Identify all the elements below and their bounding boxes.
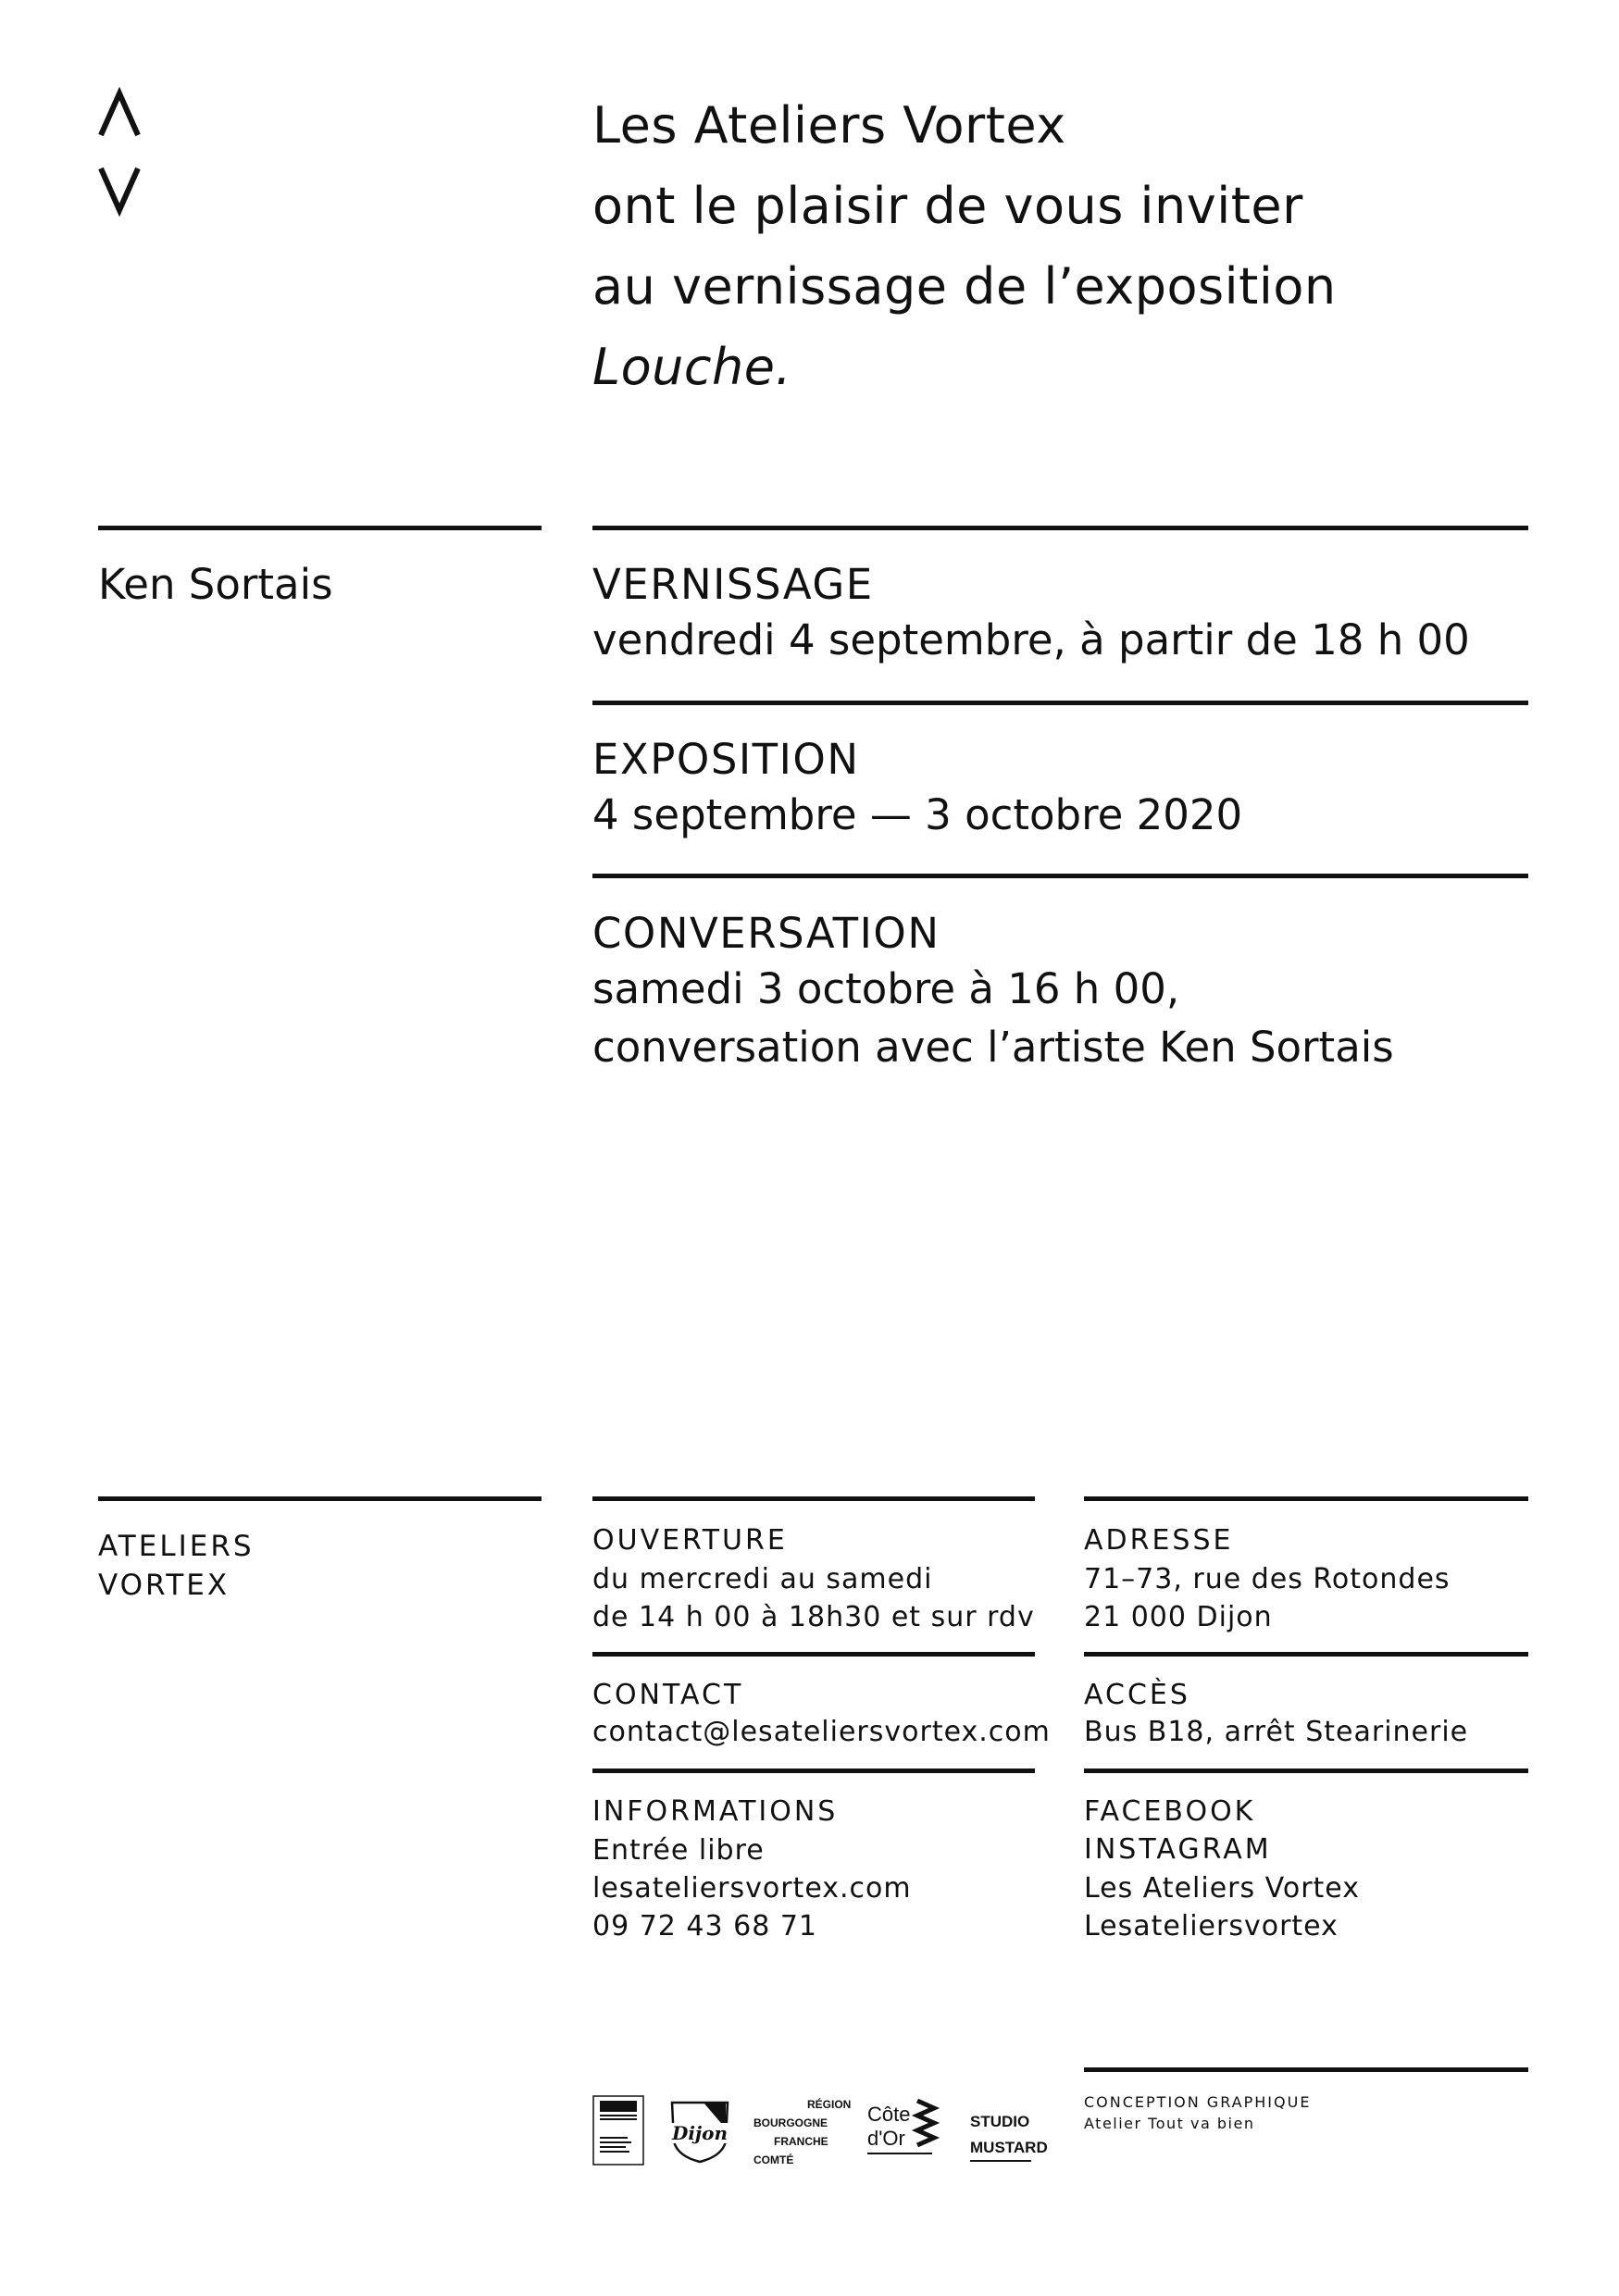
av-monogram-icon	[98, 91, 141, 220]
info-text: de 14 h 00 à 18h30 et sur rdv	[592, 1601, 1035, 1633]
info-contact	[592, 1679, 1051, 1751]
brand-line-2: VORTEX	[98, 1569, 230, 1602]
sponsor-text: BOURGOGNE	[753, 2116, 828, 2129]
divider	[592, 1652, 1035, 1657]
sponsor-text: FRANCHE	[774, 2135, 828, 2148]
region-bfc-logo-icon	[752, 2095, 852, 2169]
divider	[592, 526, 1528, 530]
divider	[1084, 1769, 1528, 1773]
instagram-label: INSTAGRAM	[1084, 1833, 1272, 1866]
info-label: INFORMATIONS	[592, 1795, 839, 1828]
credit-text: Atelier Tout va bien	[1084, 2115, 1255, 2132]
info-text: Bus B18, arrêt Stearinerie	[1084, 1716, 1469, 1748]
event-text: vendredi 4 septembre, à partir de 18 h 00	[592, 615, 1470, 664]
contact-email-link[interactable]: contact@lesateliersvortex.com	[592, 1716, 1051, 1748]
brand-wordmark	[98, 1527, 255, 1605]
invitation-intro	[592, 85, 1337, 407]
divider	[1084, 1496, 1528, 1501]
svg-text:Dijon: Dijon	[671, 2122, 729, 2144]
event-label: EXPOSITION	[592, 735, 860, 784]
brand-line-1: ATELIERS	[98, 1530, 255, 1563]
sponsor-text: STUDIO	[970, 2113, 1030, 2130]
sponsor-text: Côte	[867, 2103, 911, 2126]
event-conversation	[592, 909, 1394, 1076]
intro-line-2: ont le plaisir de vous inviter	[592, 177, 1303, 235]
studio-mustard-logo-icon	[968, 2095, 1048, 2169]
divider	[98, 1496, 542, 1501]
event-text: samedi 3 octobre à 16 h 00,	[592, 964, 1180, 1013]
info-adresse	[1084, 1524, 1451, 1636]
phone-number: 09 72 43 68 71	[592, 1910, 818, 1942]
info-social	[1084, 1795, 1360, 1945]
divider	[592, 701, 1528, 705]
info-text: Entrée libre	[592, 1834, 765, 1867]
divider	[592, 874, 1528, 878]
event-text: conversation avec l’artiste Ken Sortais	[592, 1023, 1394, 1072]
facebook-label: FACEBOOK	[1084, 1795, 1256, 1828]
info-ouverture	[592, 1524, 1035, 1636]
divider	[1084, 2067, 1528, 2072]
intro-line-3: au vernissage de l’exposition	[592, 257, 1337, 316]
info-label: OUVERTURE	[592, 1524, 788, 1557]
facebook-link[interactable]: Les Ateliers Vortex	[1084, 1872, 1360, 1905]
divider	[1084, 1652, 1528, 1657]
divider	[592, 1769, 1035, 1773]
info-label: CONTACT	[592, 1679, 744, 1711]
artist-name: Ken Sortais	[98, 560, 333, 609]
info-text: 21 000 Dijon	[1084, 1601, 1273, 1633]
prefet-logo-icon	[592, 2095, 644, 2166]
credit-label: CONCEPTION GRAPHIQUE	[1084, 2093, 1312, 2111]
info-acces	[1084, 1679, 1468, 1751]
design-credits	[1084, 2093, 1311, 2132]
info-text: 71–73, rue des Rotondes	[1084, 1563, 1451, 1595]
sponsor-text: MUSTARD	[970, 2139, 1048, 2156]
divider	[592, 1496, 1035, 1501]
divider	[98, 526, 542, 530]
intro-line-1: Les Ateliers Vortex	[592, 96, 1066, 155]
instagram-link[interactable]: Lesateliersvortex	[1084, 1910, 1339, 1942]
info-label: ADRESSE	[1084, 1524, 1234, 1557]
event-text: 4 septembre — 3 octobre 2020	[592, 790, 1243, 839]
website-link[interactable]: lesateliersvortex.com	[592, 1872, 912, 1905]
event-vernissage	[592, 560, 1470, 669]
info-text: du mercredi au samedi	[592, 1563, 933, 1595]
event-label: VERNISSAGE	[592, 560, 874, 609]
sponsor-text: d'Or	[867, 2127, 905, 2150]
event-exposition	[592, 735, 1242, 844]
sponsor-text: RÉGION	[807, 2098, 852, 2111]
dijon-logo-icon	[665, 2095, 735, 2166]
info-informations	[592, 1795, 912, 1945]
info-label: ACCÈS	[1084, 1679, 1190, 1711]
event-label: CONVERSATION	[592, 909, 940, 958]
sponsor-text: COMTÉ	[753, 2153, 794, 2166]
exhibition-title: Louche.	[592, 338, 792, 396]
cote-dor-logo-icon	[866, 2095, 936, 2166]
